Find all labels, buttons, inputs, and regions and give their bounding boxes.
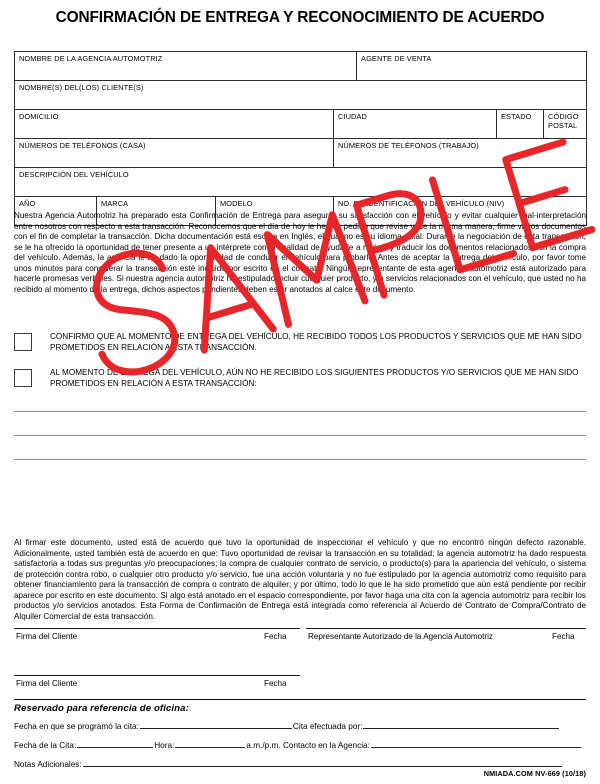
office-section-divider: [14, 699, 586, 700]
body-paragraph-2: Al firmar este documento, usted está de acuerdo que tuvo la oportunidad de inspeccionar el vehículo y que no encontró ningún defecto razonable. Adicionalmente, usted también está de acuerdo en que: Tuvo oportunidad de revisar la transacción en su totalidad; la agencia automotriz ha dado respuesta satisfactoria a todas sus preguntas y/o preocupaciones; la compra de cualquier contrato de servicio, o producto(s) para la apariencia del vehículo, o sistema de protección contra robo, o cualquier otro producto y/o servicio, fue una acción voluntaria y no fue estipulado por la agencia automotriz como requisito para obtener financiamiento para la transacción de compra o contrato de alquiler; y por último, todo lo que le ha sido prometido que aún está pendiente por recibir aparece por escrito en este documento. Si algo está anotado en el espacio correspondiente, por favor haga una cita con la agencia automotriz para recibir los productos y/o servicios anotados. Esta Forma de Confirmación de Entrega está integrada como referencia al Acuerdo de Contrato de Compra/Contrato de Alquiler Comercial de esta transacción.: [14, 538, 586, 621]
customer-signature-line[interactable]: [14, 628, 300, 629]
checkbox-received-all[interactable]: [14, 333, 32, 351]
customer-signature-label-2: Firma del Cliente: [16, 679, 78, 688]
field-customer-names[interactable]: NOMBRE(S) DEL(LOS) CLIENTE(S): [15, 81, 587, 110]
checkbox-pending-items[interactable]: [14, 369, 32, 387]
appointment-date-input[interactable]: [77, 739, 153, 748]
field-state[interactable]: ESTADO: [497, 110, 544, 139]
dealer-signature-date-label: Fecha: [552, 632, 575, 641]
table-row: [15, 139, 587, 168]
field-vehicle-year[interactable]: AÑO: [15, 197, 97, 226]
confirmation-option-pending[interactable]: [14, 368, 586, 389]
customer-signature-line-2[interactable]: [14, 675, 300, 676]
field-zip-code[interactable]: CÓDIGO POSTAL: [544, 110, 587, 139]
field-work-phone[interactable]: NÚMEROS DE TELÉFONOS (TRABAJO): [334, 139, 587, 168]
table-row: [15, 168, 587, 197]
customer-vehicle-form-table: [14, 51, 587, 226]
office-row-appointment-scheduled: [14, 720, 586, 732]
confirmation-option-received[interactable]: [14, 332, 586, 353]
form-code-footer: NMIADA.COM NV-669 (10/18): [483, 769, 586, 778]
hour-label: Hora:: [154, 741, 175, 750]
ampm-label: a.m./p.m.: [246, 741, 281, 750]
body-paragraph-1: Nuestra Agencia Automotriz ha preparado esta Confirmación de Entrega para asegurar su satisfacción con el vehículo y evitar cualquier mal-interpretación entre nosotros con respecto a esta transacción. Reconocemos que el día de hoy le hemos pedido que revise y, de la misma manera, firme varios documentos con el fin de completar la transacción. Dicha documentación está escrita en Inglés, el cual no es su idioma natal. Durante la negociación de esta transacción, se le ha ofrecido la oportunidad de tener presente a un intérprete con la finalidad de ayudarle a revisar y traducir los documentos relacionados con la compra del vehículo. Además, la agencia le ha dado la oportunidad de conducir el vehículo para probarlo. Antes de aceptar la entrega del vehículo, por favor tome unos minutos para considerar la transacción esté incluido por escrito en el contrato. Ningún representante de esta agencia automotriz está autorizado para hacerle promesas verbales. Si nuestra agencia automotriz ha estipulado incluir cualquier producto, y/o servicios relacionados con el vehículo, que usted no ha recibido al momento de la entrega, dichos aspectos pendientes deben estar anotados al calce este documento.: [14, 211, 586, 294]
field-city[interactable]: CIUDAD: [334, 110, 497, 139]
table-row: [15, 52, 587, 81]
field-home-phone[interactable]: NÚMEROS DE TELÉFONOS (CASA): [15, 139, 334, 168]
pending-items-line-1[interactable]: [14, 411, 586, 412]
checkbox-pending-items-label: AL MOMENTO DE ENTREGA DEL VEHÍCULO, AÚN NO HE RECIBIDO LOS SIGUIENTES PRODUCTOS Y/O SERVICIOS QUE ME HAN SIDO PROMETIDOS EN RELACIÓN A ESTA TRANSACCIÓN:: [50, 368, 579, 388]
document-page: [0, 8, 600, 784]
office-section-heading: Reservado para referencia de oficina:: [14, 703, 189, 714]
customer-signature-date-label-2: Fecha: [264, 679, 287, 688]
field-vehicle-description[interactable]: DESCRIPCIÓN DEL VEHÍCULO: [15, 168, 587, 197]
field-sales-agent[interactable]: AGENTE DE VENTA: [357, 52, 587, 81]
appointment-by-label: Cita efectuada por:: [292, 722, 363, 731]
table-row: [15, 110, 587, 139]
dealer-signature-line[interactable]: [306, 628, 586, 629]
page-title: CONFIRMACIÓN DE ENTREGA Y RECONOCIMIENTO DE ACUERDO: [55, 9, 545, 26]
appointment-date-label: Fecha de la Cita:: [14, 741, 77, 750]
field-vin[interactable]: NO. DE IDENTIFICACIÓN DEL VEHÍCULO (NIV): [334, 197, 587, 226]
field-vehicle-make[interactable]: MARCA: [97, 197, 216, 226]
agency-contact-label: Contacto en la Agencia:: [282, 741, 370, 750]
dealer-rep-label: Representante Autorizado de la Agencia Automotriz: [308, 632, 493, 641]
appointment-by-input[interactable]: [363, 720, 559, 729]
hour-input[interactable]: [175, 739, 245, 748]
customer-signature-date-label: Fecha: [264, 632, 287, 641]
customer-signature-label: Firma del Cliente: [16, 632, 78, 641]
checkbox-received-all-label: CONFIRMO QUE AL MOMENTO DE ENTREGA DEL VEHÍCULO, HE RECIBIDO TODOS LOS PRODUCTOS Y SERVICIOS QUE ME HAN SIDO PROMETIDOS EN RELACIÓN A ESTA TRANSACCIÓN.: [50, 332, 582, 352]
pending-items-line-3[interactable]: [14, 459, 586, 460]
field-dealership-name[interactable]: NOMBRE DE LA AGENCIA AUTOMOTRIZ: [15, 52, 357, 81]
field-address[interactable]: DOMICILIO: [15, 110, 334, 139]
appointment-scheduled-input[interactable]: [140, 720, 292, 729]
pending-items-line-2[interactable]: [14, 435, 586, 436]
appointment-scheduled-label: Fecha en que se programó la cita:: [14, 722, 139, 731]
table-row: [15, 81, 587, 110]
field-vehicle-model[interactable]: MODELO: [216, 197, 334, 226]
office-row-appointment-details: [14, 739, 586, 751]
agency-contact-input[interactable]: [371, 739, 581, 748]
notes-input[interactable]: [83, 758, 562, 767]
notes-label: Notas Adicionales:: [14, 760, 82, 769]
